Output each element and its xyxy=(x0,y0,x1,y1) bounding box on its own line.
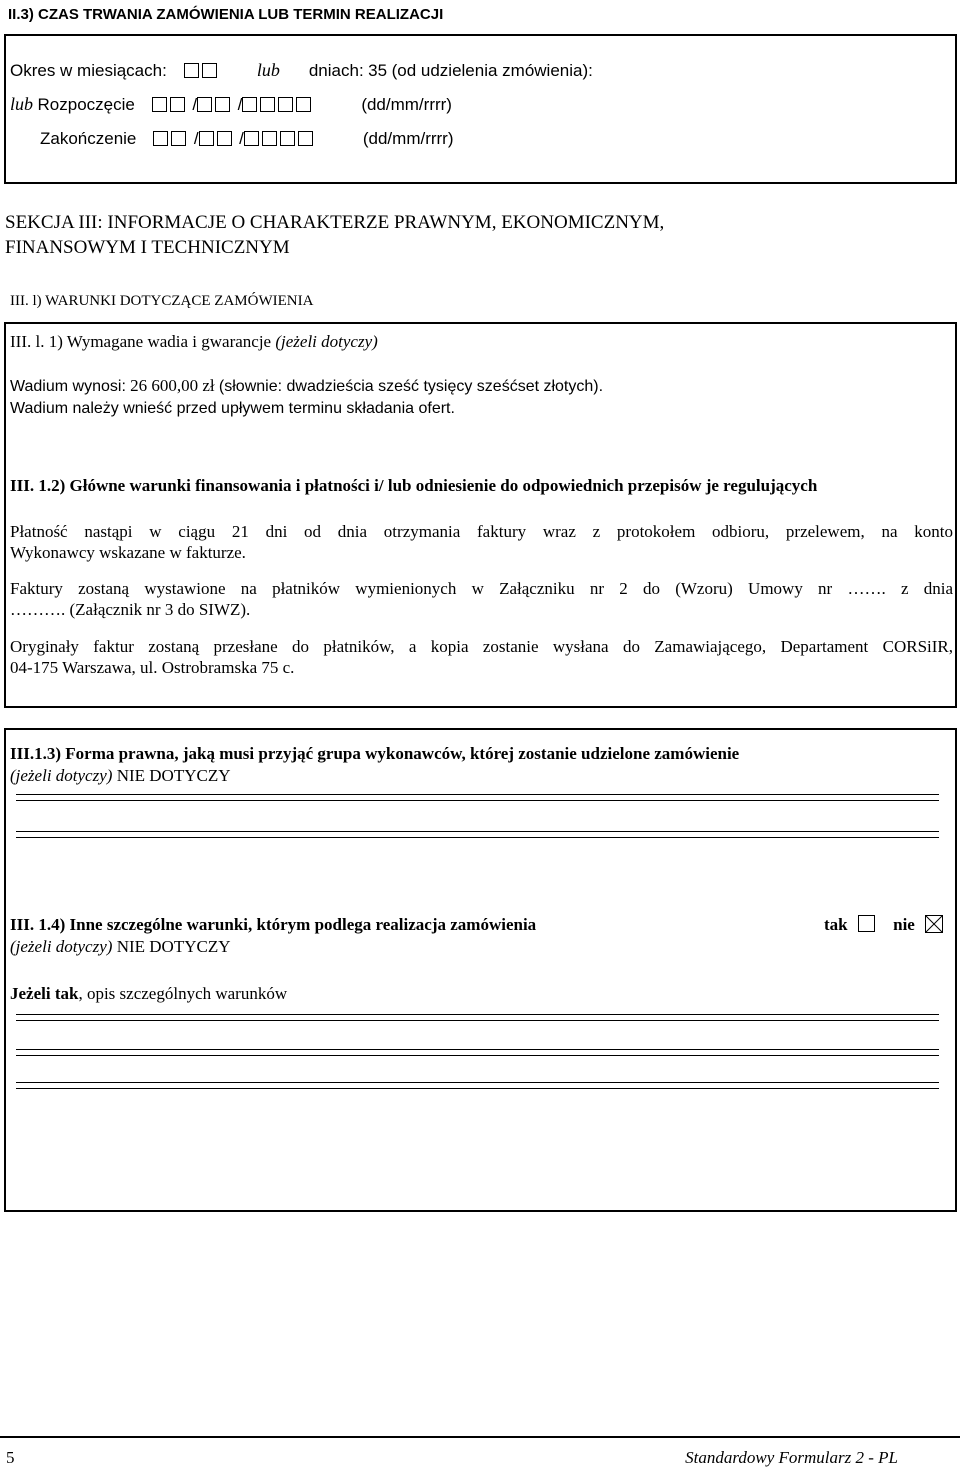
section-heading-ii3: II.3) CZAS TRWANIA ZAMÓWIENIA LUB TERMIN REALIZACJI xyxy=(8,6,444,23)
originals-line1: Oryginały faktur zostaną przesłane do płatników, a kopia zostanie wysłana do Zamawiającego, Departament CORSiIR, xyxy=(10,637,953,656)
invoices-paragraph xyxy=(10,578,953,620)
end-year-box-2[interactable] xyxy=(262,131,277,146)
start-year-box-2[interactable] xyxy=(260,97,275,112)
wadium-prefix: Wadium wynosi: xyxy=(10,378,126,395)
duration-box xyxy=(4,34,957,184)
date-slash: / xyxy=(193,129,199,148)
start-month-box-1[interactable] xyxy=(197,97,212,112)
dniach-label: dniach: xyxy=(308,61,364,80)
start-day-box-1[interactable] xyxy=(152,97,167,112)
payment-line2: Wykonawcy wskazane w fakturze. xyxy=(10,543,246,562)
zakonczenie-row xyxy=(40,127,454,149)
date-format-hint: (dd/mm/rrrr) xyxy=(361,95,452,114)
lub-word: lub xyxy=(256,60,280,80)
zakonczenie-label: Zakończenie xyxy=(40,129,137,148)
payment-line1: Płatność nastąpi w ciągu 21 dni od dnia otrzymania faktury wraz z protokołem odbioru, przelewem, na konto xyxy=(10,522,953,541)
date-format-hint: (dd/mm/rrrr) xyxy=(362,129,454,148)
month-box-1[interactable] xyxy=(184,63,199,78)
wadia-heading: III. l. 1) Wymagane wadia i gwarancje xyxy=(10,332,272,351)
answer-line xyxy=(16,1014,939,1021)
legal-form-value: NIE DOTYCZY xyxy=(116,766,231,785)
tak-nie-row xyxy=(824,914,943,935)
month-box-2[interactable] xyxy=(202,63,217,78)
end-month-box-1[interactable] xyxy=(199,131,214,146)
payment-paragraph xyxy=(10,521,953,563)
wadia-heading-row xyxy=(10,331,378,352)
okres-label: Okres w miesiącach: xyxy=(10,61,167,80)
end-year-box-3[interactable] xyxy=(280,131,295,146)
end-month-box-2[interactable] xyxy=(217,131,232,146)
rozpoczecie-row xyxy=(10,93,452,115)
sub-heading-iii1: III. l) WARUNKI DOTYCZĄCE ZAMÓWIENIA xyxy=(10,293,314,309)
date-slash: / xyxy=(192,95,198,114)
answer-line xyxy=(16,831,939,838)
rozpoczecie-label: Rozpoczęcie xyxy=(37,95,135,114)
jezeli-tak-label: Jeżeli tak xyxy=(10,984,79,1003)
dniach-value: 35 xyxy=(368,61,388,80)
end-year-box-4[interactable] xyxy=(298,131,313,146)
answer-line xyxy=(16,1049,939,1056)
start-year-box-3[interactable] xyxy=(278,97,293,112)
financial-conditions-box xyxy=(4,322,957,708)
lub-italic: lub xyxy=(10,94,34,114)
other-conditions-value: NIE DOTYCZY xyxy=(116,937,231,956)
tak-label: tak xyxy=(824,915,848,934)
tak-checkbox[interactable] xyxy=(858,915,875,932)
section-iii-title-line2: FINANSOWYM I TECHNICZNYM xyxy=(5,237,290,258)
nie-checkbox[interactable] xyxy=(925,915,943,933)
start-year-box-1[interactable] xyxy=(242,97,257,112)
originals-line2: 04-175 Warszawa, ul. Ostrobramska 75 c. xyxy=(10,658,295,677)
section-iii-title xyxy=(5,210,664,260)
section-iii-title-line1: SEKCJA III: INFORMACJE O CHARAKTERZE PRAWNYM, EKONOMICZNYM, xyxy=(5,212,665,233)
answer-line xyxy=(16,794,939,801)
jezeli-tak-row xyxy=(10,983,287,1004)
start-year-box-4[interactable] xyxy=(296,97,311,112)
okres-row xyxy=(10,59,593,81)
financing-heading: III. 1.2) Główne warunki finansowania i płatności i/ lub odniesienie do odpowiednich przepisów je regulujących xyxy=(10,476,818,495)
nie-label: nie xyxy=(893,915,915,934)
end-year-box-1[interactable] xyxy=(244,131,259,146)
answer-line xyxy=(16,1082,939,1089)
wadium-amount-row xyxy=(10,375,603,397)
wadium-note: Wadium należy wnieść przed upływem terminu składania ofert. xyxy=(10,400,455,417)
dniach-note: (od udzielenia zmówienia): xyxy=(391,61,593,80)
footer-rule xyxy=(0,1436,960,1438)
other-conditions-note-row xyxy=(10,936,230,957)
legal-form-note: (jeżeli dotyczy) xyxy=(10,766,113,785)
end-day-box-2[interactable] xyxy=(171,131,186,146)
checked-x-icon xyxy=(925,915,943,933)
date-slash: / xyxy=(237,95,243,114)
end-day-box-1[interactable] xyxy=(153,131,168,146)
legal-form-heading: III.1.3) Forma prawna, jaką musi przyjąć grupa wykonawców, której zostanie udzielone zamówienie xyxy=(10,744,740,763)
invoices-line2: ………. (Załącznik nr 3 do SIWZ). xyxy=(10,600,251,619)
start-day-box-2[interactable] xyxy=(170,97,185,112)
page-number: 5 xyxy=(6,1448,15,1467)
originals-paragraph xyxy=(10,636,953,678)
other-conditions-heading: III. 1.4) Inne szczególne warunki, którym podlega realizacja zamówienia xyxy=(10,915,537,934)
date-slash: / xyxy=(239,129,244,148)
group-conditions-box xyxy=(4,728,957,1212)
legal-form-note-row xyxy=(10,765,230,786)
other-conditions-note: (jeżeli dotyczy) xyxy=(10,937,113,956)
form-name: Standardowy Formularz 2 - PL xyxy=(685,1448,898,1467)
start-month-box-2[interactable] xyxy=(215,97,230,112)
wadium-words: (słownie: dwadzieścia sześć tysięcy sześćset złotych). xyxy=(218,378,604,395)
wadia-heading-note: (jeżeli dotyczy) xyxy=(275,332,378,351)
invoices-line1: Faktury zostaną wystawione na płatników wymienionych w Załączniku nr 2 do (Wzoru) Umowy nr ……. z dnia xyxy=(10,579,953,598)
wadium-amount: 26 600,00 zł xyxy=(130,376,215,395)
opis-label: , opis szczególnych warunków xyxy=(78,984,288,1003)
